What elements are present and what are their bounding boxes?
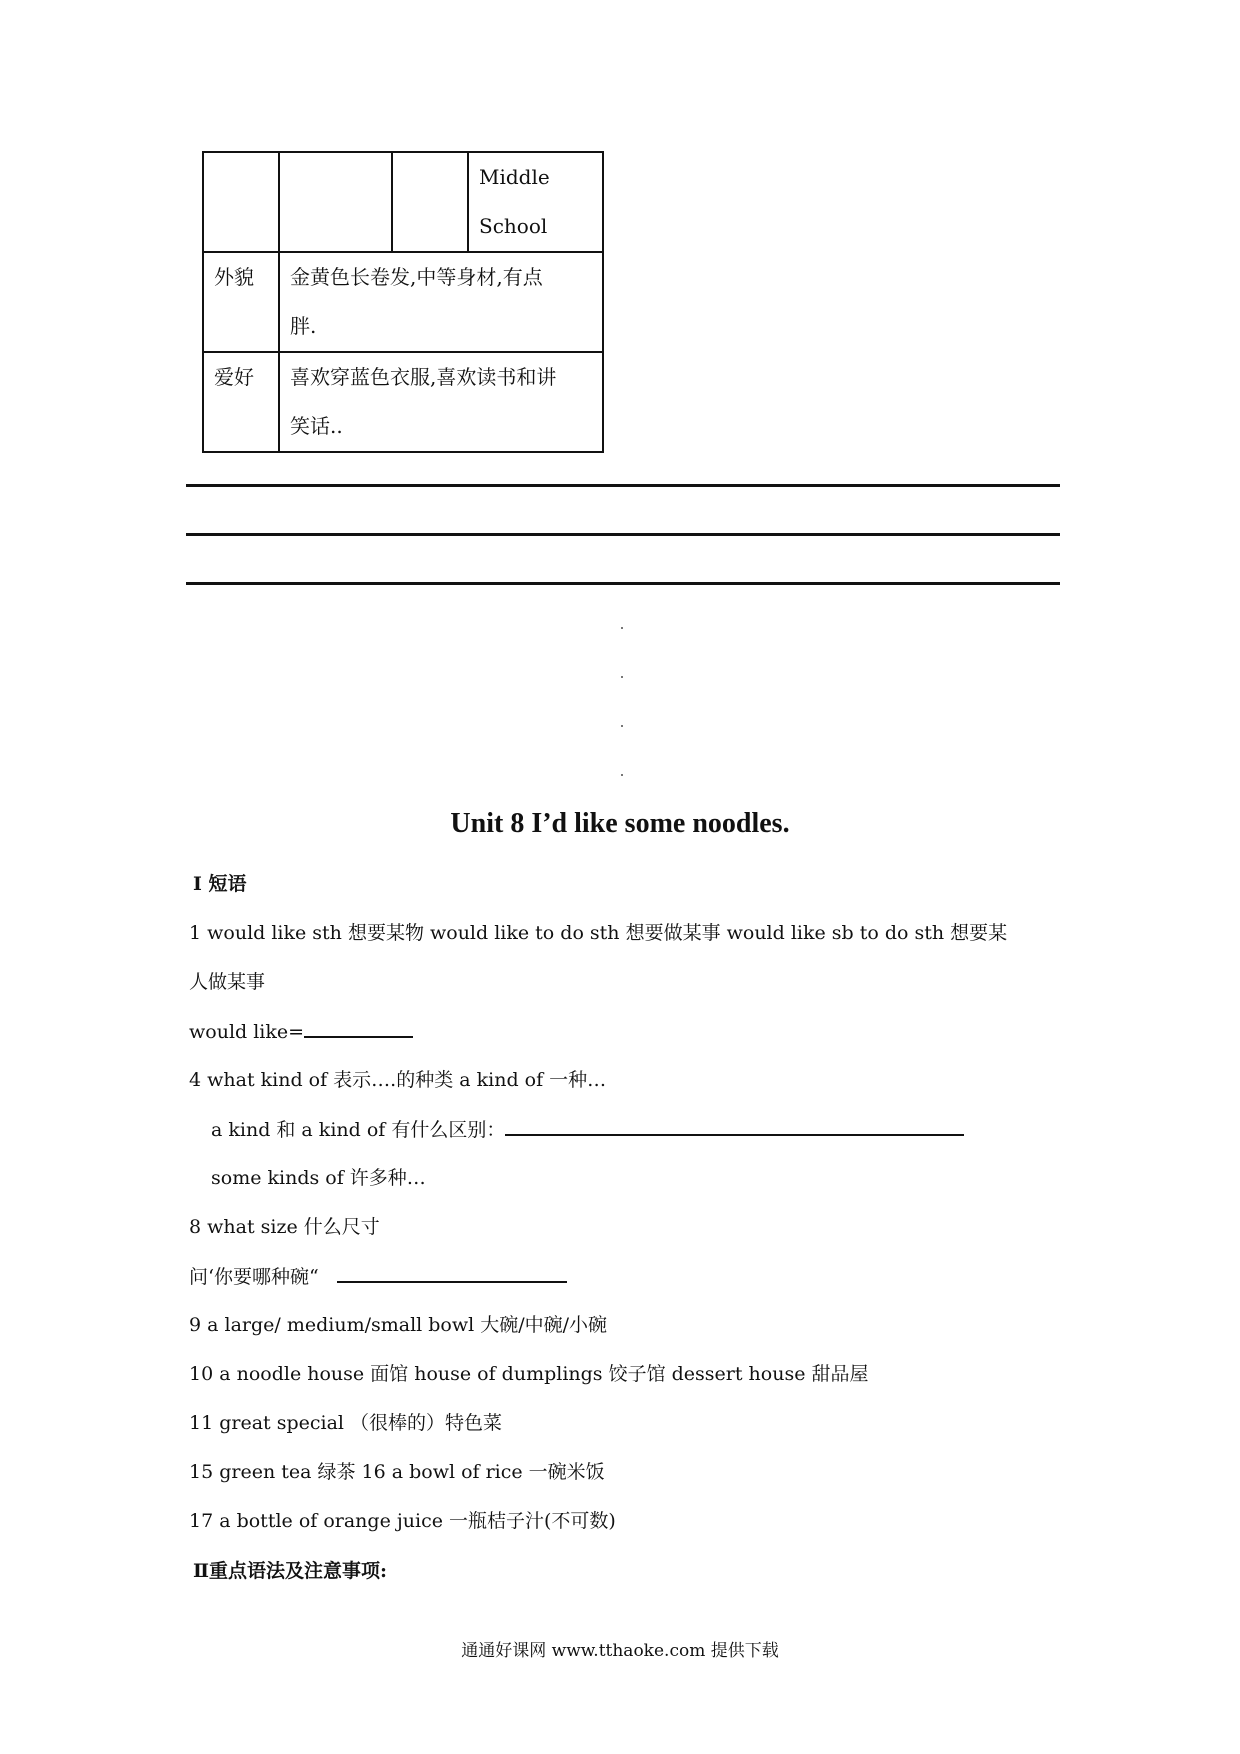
school-cell bbox=[468, 152, 603, 252]
phrase-text: a kind 和 a kind of 有什么区别： bbox=[211, 1119, 506, 1141]
separator-dot bbox=[621, 725, 623, 727]
appearance-value bbox=[279, 252, 603, 352]
info-table bbox=[202, 151, 604, 453]
phrase-line bbox=[189, 1016, 413, 1047]
hobby-line: 笑话.. bbox=[290, 414, 343, 438]
phrase-line: 11 great special （很棒的）特色菜 bbox=[189, 1412, 503, 1434]
separator-dot bbox=[621, 676, 623, 678]
school-line: Middle bbox=[479, 165, 550, 189]
hobby-label: 爱好 bbox=[203, 352, 279, 452]
phrase-line: 8 what size 什么尺寸 bbox=[189, 1216, 380, 1238]
phrase-line: 10 a noodle house 面馆 house of dumplings 饺子馆 dessert house 甜品屋 bbox=[189, 1363, 869, 1385]
appearance-line: 金黄色长卷发,中等身材,有点 bbox=[290, 265, 543, 289]
writing-line bbox=[186, 582, 1060, 585]
answer-blank[interactable] bbox=[505, 1114, 964, 1136]
phrase-line: 17 a bottle of orange juice 一瓶桔子汁(不可数) bbox=[189, 1510, 616, 1532]
table-row bbox=[203, 152, 603, 252]
phrase-text: 问‘你要哪种碗“ bbox=[189, 1266, 319, 1288]
section-heading-phrases: I 短语 bbox=[193, 873, 247, 895]
phrase-line: some kinds of 许多种… bbox=[211, 1167, 426, 1189]
table-cell bbox=[203, 152, 279, 252]
table-row bbox=[203, 352, 603, 452]
writing-line bbox=[186, 484, 1060, 487]
table-cell bbox=[392, 152, 468, 252]
phrase-line: 9 a large/ medium/small bowl 大碗/中碗/小碗 bbox=[189, 1314, 608, 1336]
phrase-line: 1 would like sth 想要某物 would like to do sth 想要做某事 would like sb to do sth 想要某 bbox=[189, 922, 1008, 944]
appearance-label: 外貌 bbox=[203, 252, 279, 352]
table-cell bbox=[279, 152, 392, 252]
phrase-line: 15 green tea 绿茶 16 a bowl of rice 一碗米饭 bbox=[189, 1461, 605, 1483]
phrase-line: 人做某事 bbox=[189, 971, 266, 993]
writing-line bbox=[186, 533, 1060, 536]
answer-blank[interactable] bbox=[337, 1261, 567, 1283]
phrase-line bbox=[211, 1114, 964, 1145]
phrase-text: would like= bbox=[189, 1021, 305, 1043]
appearance-line: 胖. bbox=[290, 314, 317, 338]
unit-title: Unit 8 I’d like some noodles. bbox=[450, 808, 790, 839]
separator-dot bbox=[621, 774, 623, 776]
separator-dot bbox=[621, 627, 623, 629]
hobby-line: 喜欢穿蓝色衣服,喜欢读书和讲 bbox=[290, 365, 557, 389]
hobby-value bbox=[279, 352, 603, 452]
table-row bbox=[203, 252, 603, 352]
phrase-line bbox=[189, 1261, 567, 1292]
section-heading-grammar: Ⅱ重点语法及注意事项: bbox=[193, 1560, 388, 1582]
answer-blank[interactable] bbox=[304, 1016, 413, 1038]
school-line: School bbox=[479, 214, 548, 238]
phrase-line: 4 what kind of 表示….的种类 a kind of 一种… bbox=[189, 1069, 607, 1091]
page-footer: 通通好课网 www.tthaoke.com 提供下载 bbox=[461, 1641, 779, 1661]
